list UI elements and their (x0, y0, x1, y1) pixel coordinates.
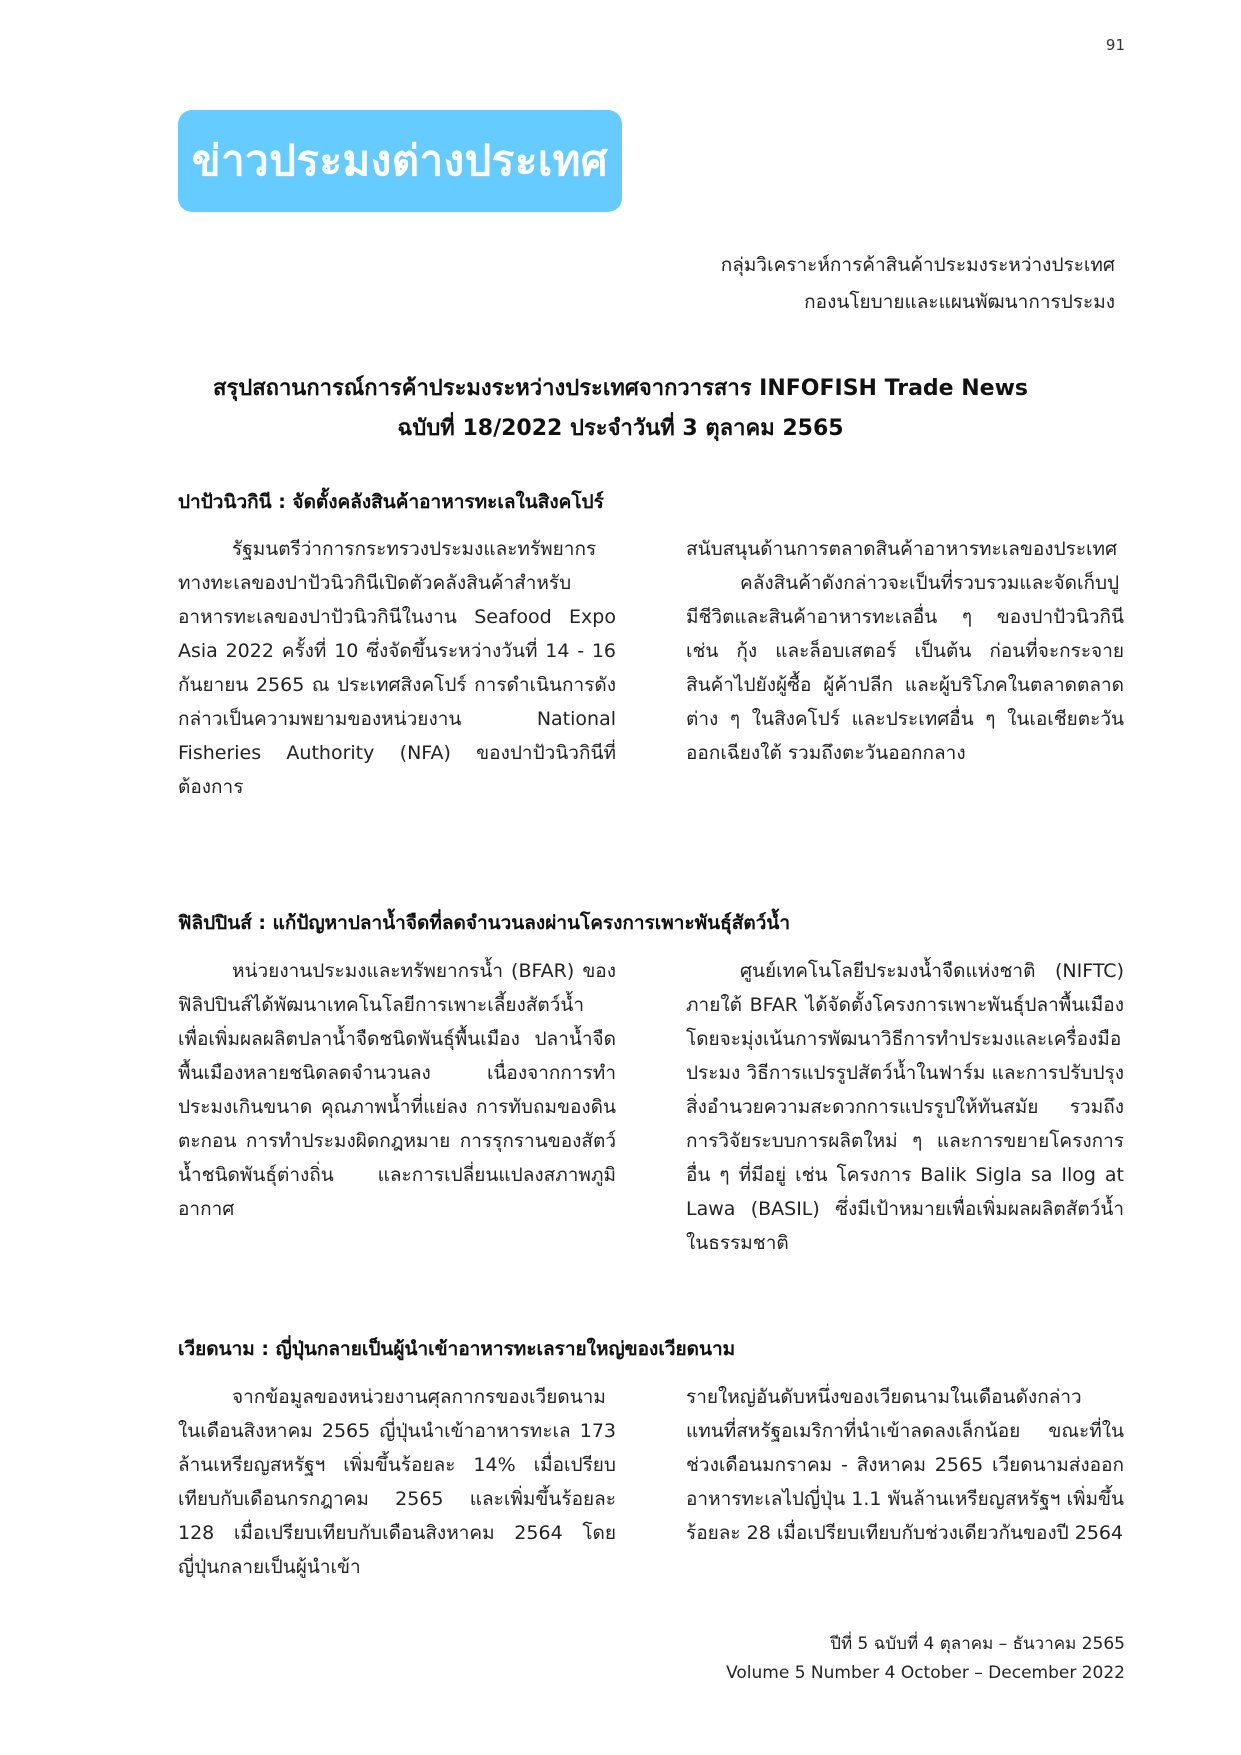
paragraph: ศูนย์เทคโนโลยีประมงน้ำจืดแห่งชาติ (NIFTC) ภายใต้ BFAR ได้จัดตั้งโครงการเพาะพันธุ์ปลาพื้นเมือง โดยจะมุ่งเน้นการพัฒนาวิธีการทำประมงและเครื่องมือประมง วิธีการแปรรูปสัตว์น้ำในฟาร์ม และการปรับปรุงสิ่งอำนวยความสะดวกการแปรรูปให้ทันสมัย รวมถึงการวิจัยระบบการผลิตใหม่ ๆ และการขยายโครงการอื่น ๆ ที่มีอยู่ เช่น โครงการ Balik Sigla sa Ilog at Lawa (BASIL) ซึ่งมีเป้าหมายเพื่อเพิ่มผลผลิตสัตว์น้ำในธรรมชาติ (686, 960, 1124, 1254)
footer-issue-thai: ปีที่ 5 ฉบับที่ 4 ตุลาคม – ธันวาคม 2565 (830, 1634, 1125, 1654)
banner-title: ข่าวประมงต่างประเทศ (191, 136, 609, 185)
section-banner (178, 110, 622, 212)
article-column-left (178, 1380, 616, 1584)
article-column-left (178, 954, 616, 1226)
footer-issue-english: Volume 5 Number 4 October – December 2022 (726, 1663, 1125, 1683)
section-heading-philippines: ฟิลิปปินส์ : แก้ปัญหาปลาน้ำจืดที่ลดจำนวนลงผ่านโครงการเพาะพันธุ์สัตว์น้ำ (178, 912, 791, 934)
paragraph: รายใหญ่อันดับหนึ่งของเวียดนามในเดือนดังกล่าว แทนที่สหรัฐอเมริกาที่นำเข้าลดลงเล็กน้อย ขณะที่ในช่วงเดือนมกราคม - สิงหาคม 2565 เวียดนามส่งออกอาหารทะเลไปญี่ปุ่น 1.1 พันล้านเหรียญสหรัฐฯ เพิ่มขึ้นร้อยละ 28 เมื่อเปรียบเทียบกับช่วงเดียวกันของปี 2564 (686, 1386, 1124, 1544)
author-line-1: กลุ่มวิเคราะห์การค้าสินค้าประมงระหว่างประเทศ (720, 254, 1115, 276)
report-title-line-2: ฉบับที่ 18/2022 ประจำวันที่ 3 ตุลาคม 2565 (397, 416, 844, 441)
article-column-right (686, 1380, 1124, 1550)
section-heading-vietnam: เวียดนาม : ญี่ปุ่นกลายเป็นผู้นำเข้าอาหารทะเลรายใหญ่ของเวียดนาม (178, 1338, 736, 1360)
article-column-right (686, 532, 1124, 770)
author-line-2: กองนโยบายและแผนพัฒนาการประมง (804, 291, 1115, 313)
article-column-left (178, 532, 616, 804)
paragraph: คลังสินค้าดังกล่าวจะเป็นที่รวบรวมและจัดเก็บปูมีชีวิตและสินค้าอาหารทะเลอื่น ๆ ของปาปัวนิวกินี เช่น กุ้ง และล็อบเสตอร์ เป็นต้น ก่อนที่จะกระจายสินค้าไปยังผู้ซื้อ ผู้ค้าปลีก และผู้บริโภคในตลาดตลาดต่าง ๆ ในสิงคโปร์ และประเทศอื่น ๆ ในเอเชียตะวันออกเฉียงใต้ รวมถึงตะวันออกกลาง (686, 572, 1124, 764)
paragraph: จากข้อมูลของหน่วยงานศุลกากรของเวียดนาม ในเดือนสิงหาคม 2565 ญี่ปุ่นนำเข้าอาหารทะเล 173 ล้านเหรียญสหรัฐฯ เพิ่มขึ้นร้อยละ 14% เมื่อเปรียบเทียบกับเดือนกรกฎาคม 2565 และเพิ่มขึ้นร้อยละ 128 เมื่อเปรียบเทียบกับเดือนสิงหาคม 2564 โดยญี่ปุ่นกลายเป็นผู้นำเข้า (178, 1386, 616, 1578)
page-number: 91 (1105, 36, 1125, 54)
report-title-line-1: สรุปสถานการณ์การค้าประมงระหว่างประเทศจากวารสาร INFOFISH Trade News (213, 376, 1028, 401)
paragraph: สนับสนุนด้านการตลาดสินค้าอาหารทะเลของประเทศ (686, 538, 1118, 560)
section-heading-papua-new-guinea: ปาปัวนิวกินี : จัดตั้งคลังสินค้าอาหารทะเลในสิงคโปร์ (178, 491, 604, 513)
paragraph: รัฐมนตรีว่าการกระทรวงประมงและทรัพยากรทางทะเลของปาปัวนิวกินีเปิดตัวคลังสินค้าสำหรับอาหารทะเลของปาปัวนิวกินีในงาน Seafood Expo Asia 2022 ครั้งที่ 10 ซึ่งจัดขึ้นระหว่างวันที่ 14 - 16 กันยายน 2565 ณ ประเทศสิงคโปร์ การดำเนินการดังกล่าวเป็นความพยามของหน่วยงาน National Fisheries Authority (NFA) ของปาปัวนิวกินีที่ต้องการ (178, 538, 616, 798)
paragraph: หน่วยงานประมงและทรัพยากรน้ำ (BFAR) ของฟิลิปปินส์ได้พัฒนาเทคโนโลยีการเพาะเลี้ยงสัตว์น้ำ เพื่อเพิ่มผลผลิตปลาน้ำจืดชนิดพันธุ์พื้นเมือง ปลาน้ำจืดพื้นเมืองหลายชนิดลดจำนวนลง เนื่องจากการทำประมงเกินขนาด คุณภาพน้ำที่แย่ลง การทับถมของดินตะกอน การทำประมงผิดกฎหมาย การรุกรานของสัตว์น้ำชนิดพันธุ์ต่างถิ่น และการเปลี่ยนแปลงสภาพภูมิอากาศ (178, 960, 616, 1220)
article-column-right (686, 954, 1124, 1260)
